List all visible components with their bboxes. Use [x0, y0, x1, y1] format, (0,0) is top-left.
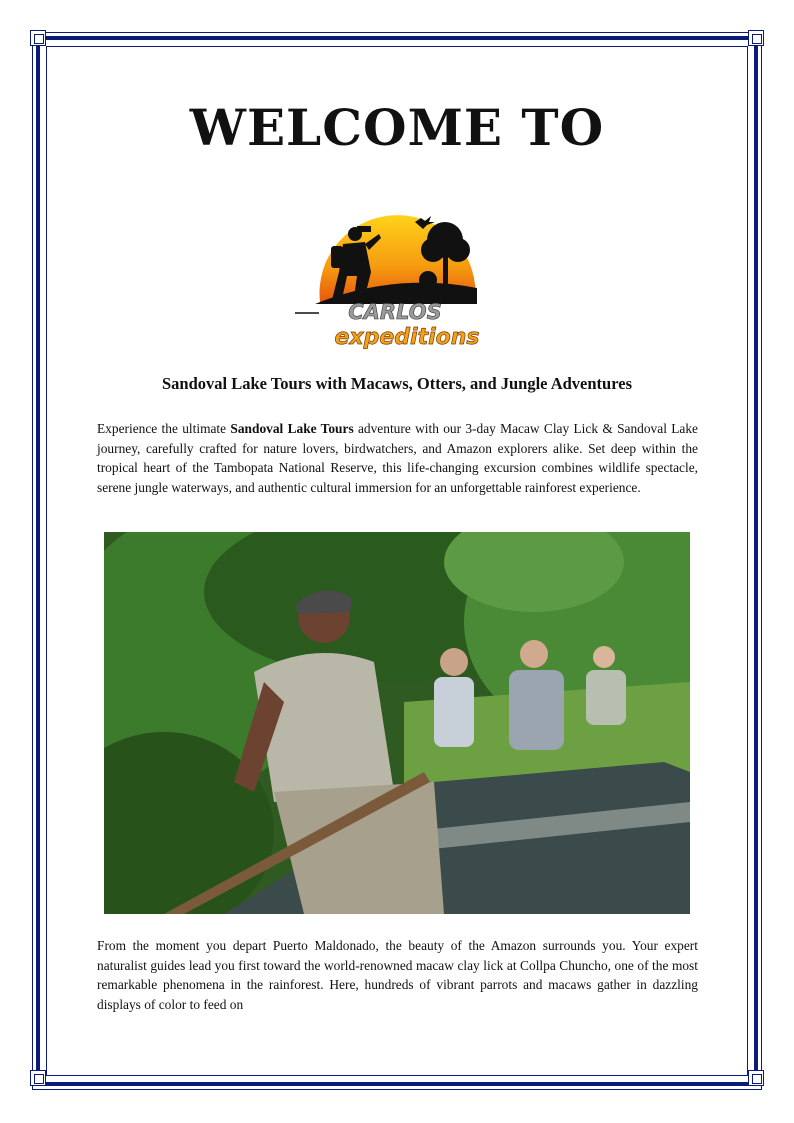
- border-corner-ornament: [30, 30, 46, 46]
- company-logo: [295, 192, 495, 352]
- logo-line1: CARLOS: [348, 300, 442, 324]
- intro-paragraph: [97, 419, 698, 497]
- tour-photo: [104, 532, 690, 914]
- intro-highlight: Sandoval Lake Tours: [230, 421, 354, 436]
- page-title: WELCOME TO: [189, 98, 605, 157]
- intro-text-start: Experience the ultimate: [97, 421, 231, 436]
- body-paragraph: From the moment you depart Puerto Maldonado, the beauty of the Amazon surrounds you. Your expert naturalist guides lead you first toward the world-renowned macaw clay lick at Collpa Chuncho, one of the most remarkable phenomena in the rainforest. Here, hundreds of vibrant parrots and macaws gather in dazzling displays of color to feed on: [97, 938, 698, 1012]
- border-corner-ornament: [748, 1070, 764, 1086]
- border-corner-ornament: [30, 1070, 46, 1086]
- border-corner-ornament: [748, 30, 764, 46]
- intro-text-end: adventure with our 3-day Macaw Clay Lick & Sandoval Lake journey, carefully crafted for nature lovers, birdwatchers, and Amazon explorers alike. Set deep within the tropical heart of the Tambopata National Reserve, this life-changing excursion combines wildlife spectacle, serene jungle waterways, and authentic cultural immersion for an unforgettable rainforest experience.: [97, 421, 698, 495]
- page-subtitle: Sandoval Lake Tours with Macaws, Otters, and Jungle Adventures: [161, 374, 633, 393]
- logo-line2: expeditions: [334, 325, 480, 350]
